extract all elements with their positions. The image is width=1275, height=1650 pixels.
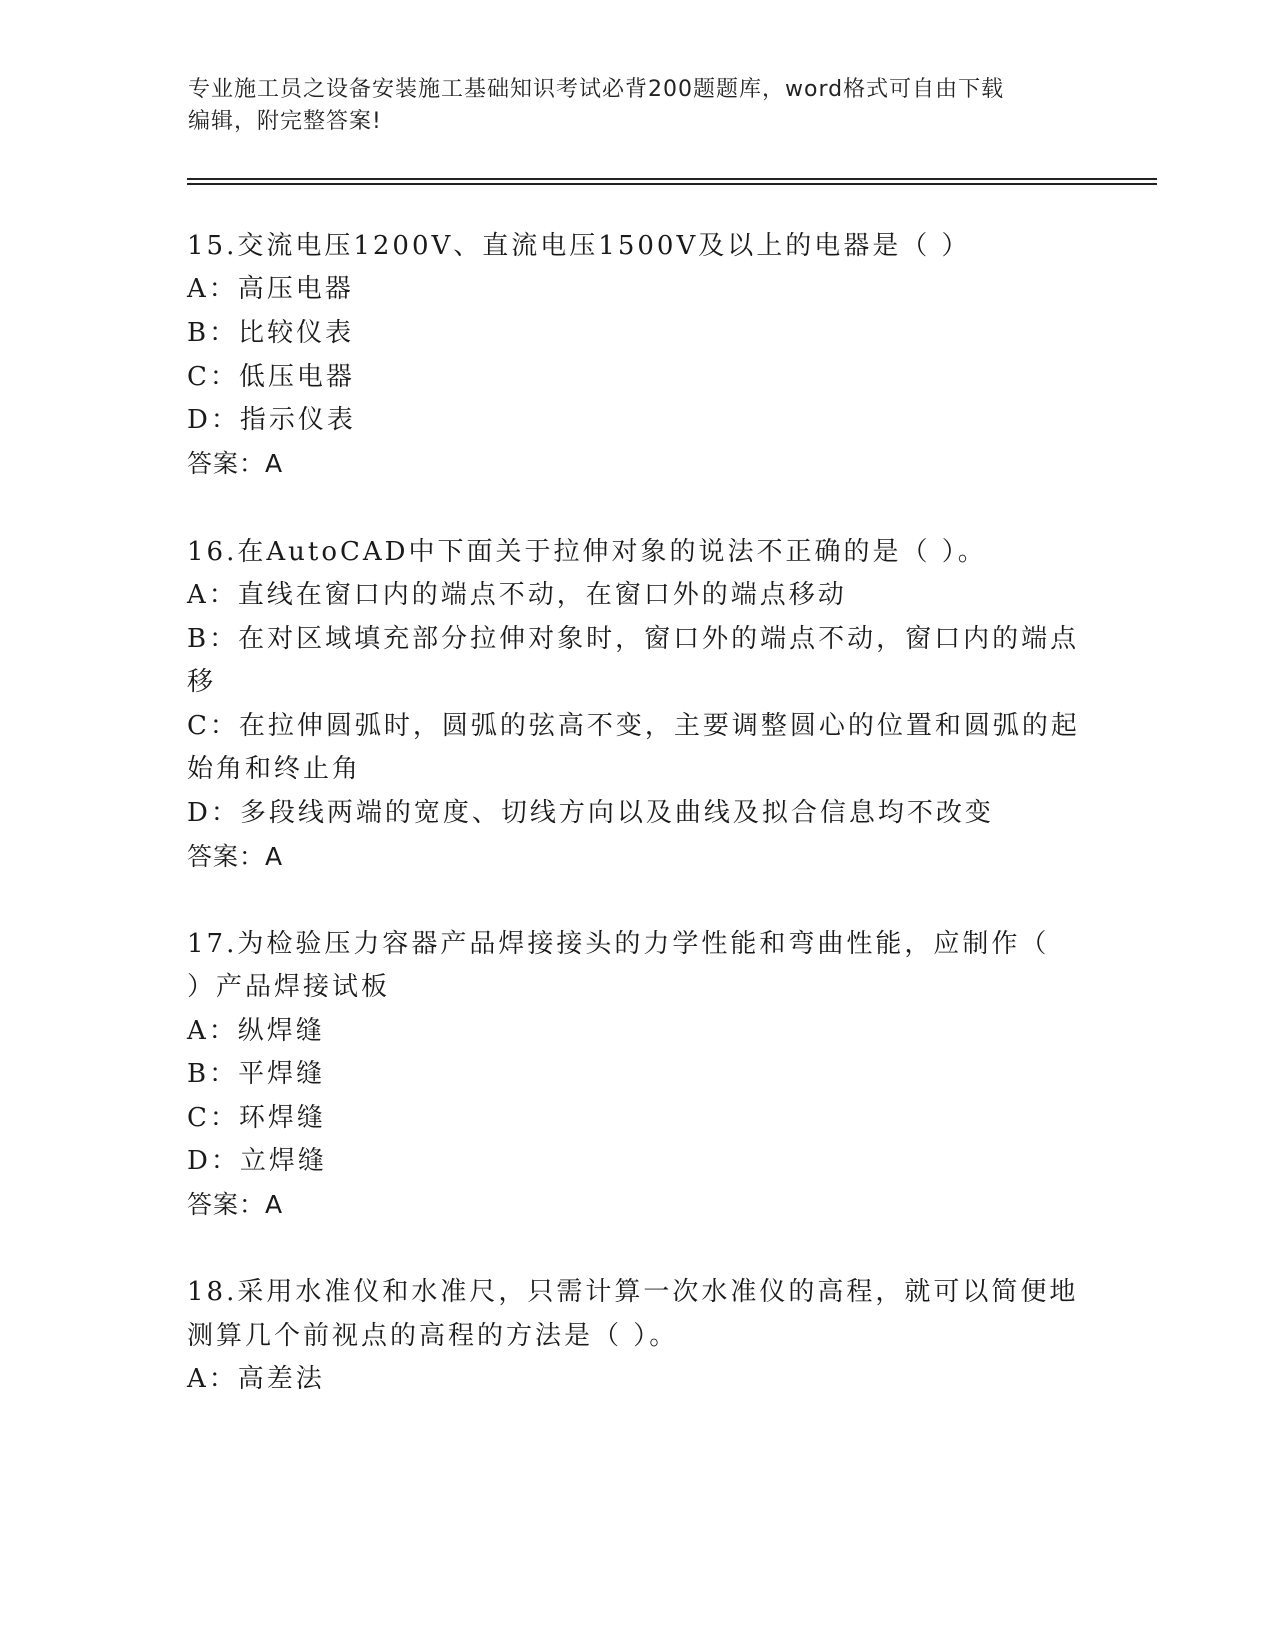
question-16-option-b: B：在对区域填充部分拉伸对象时，窗口外的端点不动，窗口内的端点 [187,624,1080,654]
question-15-stem: 15.交流电压1200V、直流电压1500V及以上的电器是（ ） [187,231,971,261]
question-18-stem: 18.采用水准仪和水准尺，只需计算一次水准仪的高程，就可以简便地 [187,1277,1079,1307]
question-18-stem-continued: 测算几个前视点的高程的方法是（ ）。 [187,1321,679,1351]
header-divider-top [187,178,1157,180]
header-line-1: 专业施工员之设备安装施工基础知识考试必背200题题库，word格式可自由下载 [188,77,1005,102]
header-divider-bottom [187,183,1157,185]
question-16-option-d: D：多段线两端的宽度、切线方向以及曲线及拟合信息均不改变 [187,798,994,828]
question-17-stem: 17.为检验压力容器产品焊接接头的力学性能和弯曲性能，应制作（ [187,929,1050,959]
question-16-option-c: C：在拉伸圆弧时，圆弧的弦高不变，主要调整圆心的位置和圆弧的起 [187,711,1080,741]
question-15-option-c: C：低压电器 [187,362,355,392]
question-18-option-a: A：高差法 [187,1364,325,1394]
question-16-option-c-continued: 始角和终止角 [187,754,362,784]
question-17-option-d: D：立焊缝 [187,1146,327,1176]
question-17-option-b: B：平焊缝 [187,1059,326,1089]
question-16-option-b-continued: 移 [187,667,217,697]
question-16-stem: 16.在AutoCAD中下面关于拉伸对象的说法不正确的是（ ）。 [187,537,987,567]
question-17-answer: 答案：A [187,1190,284,1219]
question-15-answer: 答案：A [187,449,284,478]
header-line-2: 编辑，附完整答案! [188,109,382,134]
question-17-option-a: A：纵焊缝 [187,1016,325,1046]
question-16-option-a: A：直线在窗口内的端点不动，在窗口外的端点移动 [187,580,847,610]
question-15-option-d: D：指示仪表 [187,405,356,435]
question-16-answer: 答案：A [187,842,284,871]
document-header [188,74,1068,138]
question-15-option-b: B：比较仪表 [187,318,355,348]
question-15-option-a: A：高压电器 [187,274,354,304]
question-17-stem-continued: ）产品焊接试板 [187,972,391,1002]
question-17-option-c: C：环焊缝 [187,1103,326,1133]
